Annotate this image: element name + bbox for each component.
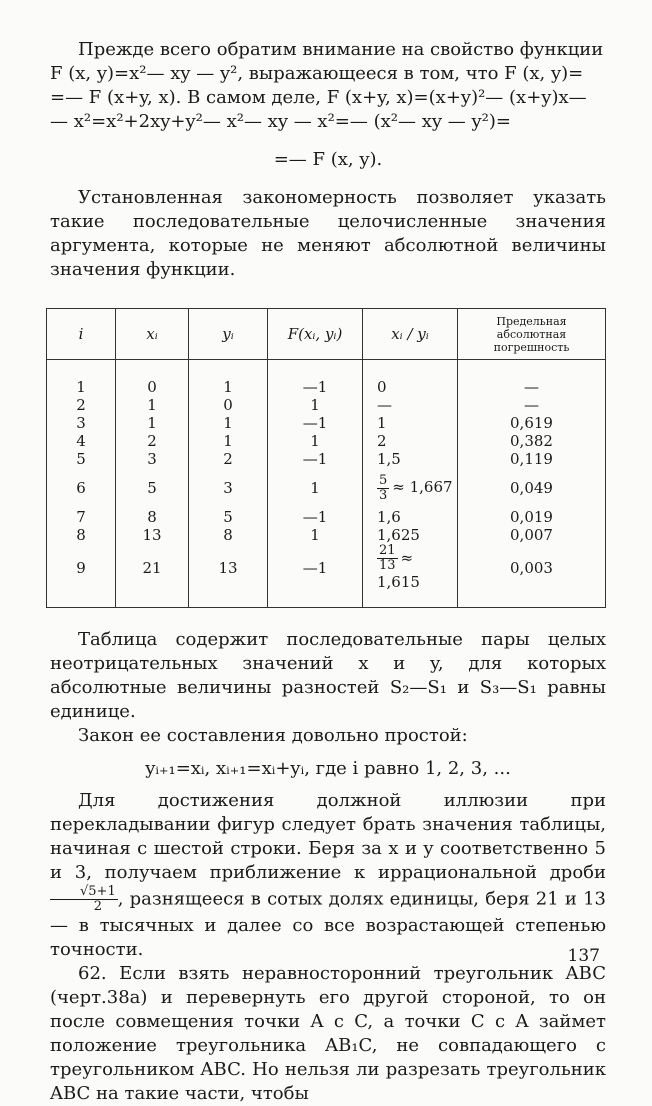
ratio-numerator: 5 [379, 472, 388, 488]
cell-i: 1 [47, 360, 116, 397]
cell-i: 8 [47, 526, 116, 544]
para-1-line-2: F (x, y)=x²— xy — y², выражающееся в том, что F (x, y)= [50, 63, 584, 84]
ratio-denominator: 3 [379, 487, 388, 503]
table-row [47, 360, 606, 397]
cell-f: —1 [268, 544, 363, 591]
table-row [47, 432, 606, 450]
cell-x: 8 [116, 508, 189, 526]
page-body [50, 38, 606, 1106]
header-ratio: xᵢ / yᵢ [363, 309, 458, 360]
cell-y: 1 [189, 414, 268, 432]
para-1-line-4: — x²=x²+2xy+y²— x²— xy — x²=— (x²— xy — y²)= [50, 111, 511, 132]
paragraph-4: Закон ее составления довольно простой: [78, 725, 468, 746]
cell-ratio [363, 468, 458, 508]
cell-f: —1 [268, 414, 363, 432]
cell-ratio: 1,625 [363, 526, 458, 544]
page-number: 137 [567, 946, 600, 966]
cell-f: 1 [268, 396, 363, 414]
para-1-line-3: =— F (x+y, x). В самом деле, F (x+y, x)=(x+y)²— (x+y)x— [50, 87, 587, 108]
cell-y: 0 [189, 396, 268, 414]
cell-ratio: 2 [363, 432, 458, 450]
ratio-fraction [377, 544, 398, 573]
paragraph-2: Установленная закономерность позволяет указать такие последовательные целочисленные значения аргумента, которые не меняют абсолютной величины значения функции. [50, 187, 606, 280]
cell-ratio: 1 [363, 414, 458, 432]
cell-x: 3 [116, 450, 189, 468]
cell-i: 5 [47, 450, 116, 468]
header-y: yᵢ [189, 309, 268, 360]
cell-x: 1 [116, 396, 189, 414]
paragraph-6: 62. Если взять неравносторонний треугольник ABC (черт.38а) и перевернуть его другой стороной, то он после совмещения точки A с C, а точки C с A займет положение треугольника AB₁C, не совпадающего с треугольником ABC. Но нельзя ли разрезать треугольник ABC на такие части, чтобы [50, 963, 606, 1104]
cell-i: 4 [47, 432, 116, 450]
ratio-numerator: 21 [379, 543, 396, 558]
cell-i: 9 [47, 544, 116, 591]
table-row [47, 544, 606, 591]
cell-error: — [458, 396, 606, 414]
cell-f: 1 [268, 432, 363, 450]
cell-ratio: 1,5 [363, 450, 458, 468]
ratio-approx: ≈ 1,615 [377, 548, 420, 591]
paragraph-5 [50, 789, 606, 962]
cell-x: 0 [116, 360, 189, 397]
paragraph-5-part-a: Для достижения должной иллюзии при перекладывании фигур следует брать значения таблицы, начиная с шестой строки. Беря за x и y соответственно 5 и 3, получаем приближение к иррациональной дроби [50, 790, 606, 883]
cell-f: —1 [268, 508, 363, 526]
equation-2: yᵢ₊₁=xᵢ, xᵢ₊₁=xᵢ+yᵢ, где i равно 1, 2, 3, ... [145, 758, 511, 779]
cell-ratio: — [363, 396, 458, 414]
cell-ratio: 1,6 [363, 508, 458, 526]
cell-error: — [458, 360, 606, 397]
equation-1: =— F (x, y). [273, 149, 383, 170]
cell-error: 0,019 [458, 508, 606, 526]
cell-x: 2 [116, 432, 189, 450]
cell-ratio [363, 544, 458, 591]
cell-error: 0,003 [458, 544, 606, 591]
cell-i: 2 [47, 396, 116, 414]
empty-cell [116, 591, 189, 608]
para-1-line-1: Прежде всего обратим внимание на свойство функции [78, 39, 604, 60]
fraction-denominator: 2 [93, 899, 102, 914]
cell-y: 8 [189, 526, 268, 544]
ratio-approx: ≈ 1,667 [392, 478, 453, 496]
fraction-numerator: √5+1 [50, 885, 118, 900]
cell-i: 7 [47, 508, 116, 526]
cell-y: 1 [189, 360, 268, 397]
header-i: i [47, 309, 116, 360]
cell-y: 1 [189, 432, 268, 450]
cell-f: 1 [268, 468, 363, 508]
table-row [47, 396, 606, 414]
ratio-fraction [377, 474, 389, 503]
cell-f: 1 [268, 526, 363, 544]
cell-f: —1 [268, 450, 363, 468]
ratio-denominator: 13 [379, 558, 396, 573]
cell-f: —1 [268, 360, 363, 397]
cell-error: 0,007 [458, 526, 606, 544]
cell-y: 5 [189, 508, 268, 526]
table-bottom-rule [47, 591, 606, 608]
empty-cell [268, 591, 363, 608]
paragraph-3: Таблица содержит последовательные пары целых неотрицательных значений x и y, для которых абсолютные величины разностей S₂—S₁ и S₃—S₁ равны единице. [50, 629, 606, 722]
table-row [47, 468, 606, 508]
cell-error: 0,049 [458, 468, 606, 508]
empty-cell [363, 591, 458, 608]
cell-i: 3 [47, 414, 116, 432]
cell-ratio: 0 [363, 360, 458, 397]
values-table [46, 308, 606, 608]
header-error: Предельная абсолютная погрешность [458, 309, 606, 360]
cell-x: 5 [116, 468, 189, 508]
header-f: F(xᵢ, yᵢ) [268, 309, 363, 360]
cell-x: 13 [116, 526, 189, 544]
header-x: xᵢ [116, 309, 189, 360]
table-row [47, 508, 606, 526]
cell-y: 2 [189, 450, 268, 468]
empty-cell [458, 591, 606, 608]
cell-error: 0,119 [458, 450, 606, 468]
cell-x: 21 [116, 544, 189, 591]
cell-i: 6 [47, 468, 116, 508]
empty-cell [47, 591, 116, 608]
empty-cell [189, 591, 268, 608]
cell-y: 13 [189, 544, 268, 591]
cell-x: 1 [116, 414, 189, 432]
cell-error: 0,382 [458, 432, 606, 450]
table-row [47, 450, 606, 468]
golden-ratio-fraction [50, 885, 118, 914]
cell-error: 0,619 [458, 414, 606, 432]
table-row [47, 414, 606, 432]
paragraph-5-part-b: , разнящееся в сотых долях единицы, беря 21 и 13 — в тысячных и далее со все возрастающей степенью точности. [50, 888, 606, 960]
table-row [47, 526, 606, 544]
cell-y: 3 [189, 468, 268, 508]
